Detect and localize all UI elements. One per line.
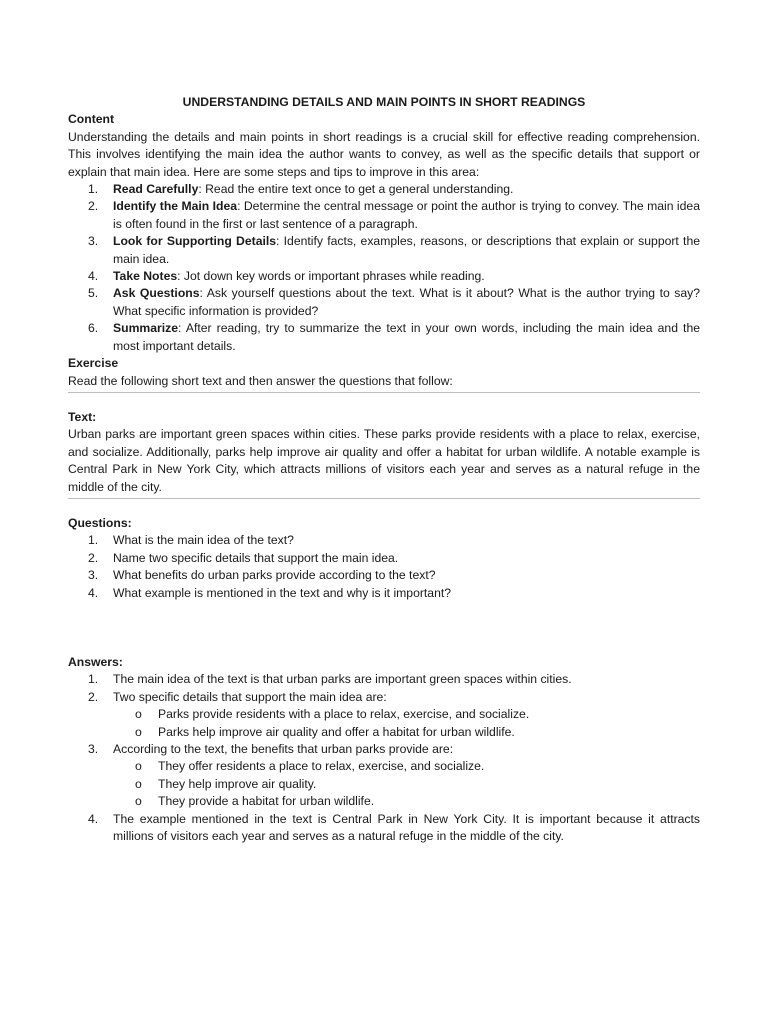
divider-rule	[68, 392, 700, 393]
step-label: Identify the Main Idea	[113, 199, 238, 214]
list-number: 4.	[88, 585, 99, 600]
exercise-heading: Exercise	[68, 356, 119, 371]
exercise-instruction: Read the following short text and then answer the questions that follow:	[68, 373, 453, 388]
question-text: What is the main idea of the text?	[113, 533, 294, 548]
questions-heading: Questions:	[68, 515, 132, 530]
document-page	[68, 94, 700, 845]
answers-heading: Answers:	[68, 654, 123, 669]
step-item	[68, 285, 700, 320]
steps-list	[68, 181, 700, 355]
list-number: 2.	[88, 199, 99, 214]
bullet-mark: o	[135, 707, 142, 722]
bullet-mark: o	[135, 724, 142, 739]
answers-list	[68, 741, 700, 758]
question-item	[68, 550, 700, 567]
step-text: : Jot down key words or important phrases while reading.	[177, 269, 485, 284]
answers-list	[68, 671, 700, 706]
answer-text: Two specific details that support the main idea are:	[113, 689, 387, 704]
bullet-mark: o	[135, 776, 142, 791]
list-number: 5.	[88, 286, 99, 301]
answers-list	[68, 811, 700, 846]
list-number: 4.	[88, 811, 99, 826]
list-number: 3.	[88, 742, 99, 756]
document-title: UNDERSTANDING DETAILS AND MAIN POINTS IN SHORT READINGS	[182, 95, 586, 109]
bullet-mark: o	[135, 794, 142, 809]
question-text: What example is mentioned in the text and why is it important?	[113, 585, 452, 600]
list-number: 1.	[88, 182, 99, 197]
step-label: Take Notes	[113, 269, 178, 284]
question-item	[68, 585, 700, 602]
sub-item-text: Parks provide residents with a place to relax, exercise, and socialize.	[158, 707, 530, 722]
list-number: 2.	[88, 550, 99, 565]
answer-item	[68, 811, 700, 846]
step-text: : Ask yourself questions about the text. What is it about? What is the author trying to say? What specific information is provided?	[113, 286, 701, 318]
step-label: Ask Questions	[113, 286, 200, 301]
question-item	[68, 567, 700, 584]
list-number: 3.	[88, 568, 99, 583]
sub-item-text: They help improve air quality.	[158, 776, 317, 791]
sub-item	[68, 706, 700, 723]
answer-item	[68, 671, 700, 688]
sub-item	[68, 793, 700, 810]
text-heading: Text:	[68, 409, 97, 424]
question-text: Name two specific details that support the main idea.	[113, 550, 399, 565]
list-number: 6.	[88, 321, 99, 336]
answer-item	[68, 741, 700, 758]
list-number: 1.	[88, 672, 99, 687]
answer-text: The example mentioned in the text is Central Park in New York City. It is important because it attracts millions of visitors each year and serves as a natural refuge in the middle of the city.	[113, 811, 700, 844]
answer-sublist	[68, 758, 700, 810]
sub-item	[68, 758, 700, 775]
sub-item-text: Parks help improve air quality and offer a habitat for urban wildlife.	[158, 724, 515, 739]
reading-passage: Urban parks are important green spaces within cities. These parks provide residents with a place to relax, exercise, and socialize. Additionally, parks help improve air quality and offer a habitat for urban wildlife. A notable example is Central Park in New York City, which attracts millions of visitors each year and serves as a natural refuge in the middle of the city.	[68, 427, 700, 494]
sub-item-text: They offer residents a place to relax, exercise, and socialize.	[158, 759, 485, 774]
step-item	[68, 181, 700, 198]
step-text: : Determine the central message or point the author is trying to convey. The main idea is often found in the first or last sentence of a paragraph.	[113, 199, 700, 231]
step-item	[68, 233, 700, 268]
list-number: 2.	[88, 689, 99, 704]
bullet-mark: o	[135, 759, 142, 774]
content-heading: Content	[68, 112, 115, 127]
step-label: Read Carefully	[113, 182, 199, 197]
step-item	[68, 268, 700, 285]
step-text: : Read the entire text once to get a general understanding.	[198, 182, 514, 197]
step-text: : Identify facts, examples, reasons, or descriptions that explain or support the main idea.	[113, 234, 700, 266]
questions-list	[68, 532, 700, 602]
step-item	[68, 320, 700, 355]
answer-item	[68, 689, 700, 706]
answer-sublist	[68, 706, 700, 741]
question-item	[68, 532, 700, 549]
answer-text: The main idea of the text is that urban parks are important green spaces within cities.	[113, 672, 572, 687]
answer-text: According to the text, the benefits that urban parks provide are:	[113, 742, 454, 756]
content-intro: Understanding the details and main points in short readings is a crucial skill for effective reading comprehension. This involves identifying the main idea the author wants to convey, as well as the specific details that support or explain that main idea. Here are some steps and tips to improve in this area:	[68, 129, 700, 179]
divider-rule	[68, 498, 700, 499]
question-text: What benefits do urban parks provide according to the text?	[113, 568, 436, 583]
step-item	[68, 198, 700, 233]
sub-item	[68, 724, 700, 741]
step-label: Summarize	[113, 321, 179, 336]
sub-item-text: They provide a habitat for urban wildlife.	[158, 794, 375, 809]
list-number: 4.	[88, 269, 99, 284]
list-number: 3.	[88, 234, 99, 249]
list-number: 1.	[88, 533, 99, 548]
step-label: Look for Supporting Details	[113, 234, 277, 249]
step-text: : After reading, try to summarize the text in your own words, including the main idea and the most important details.	[113, 321, 700, 353]
sub-item	[68, 776, 700, 793]
